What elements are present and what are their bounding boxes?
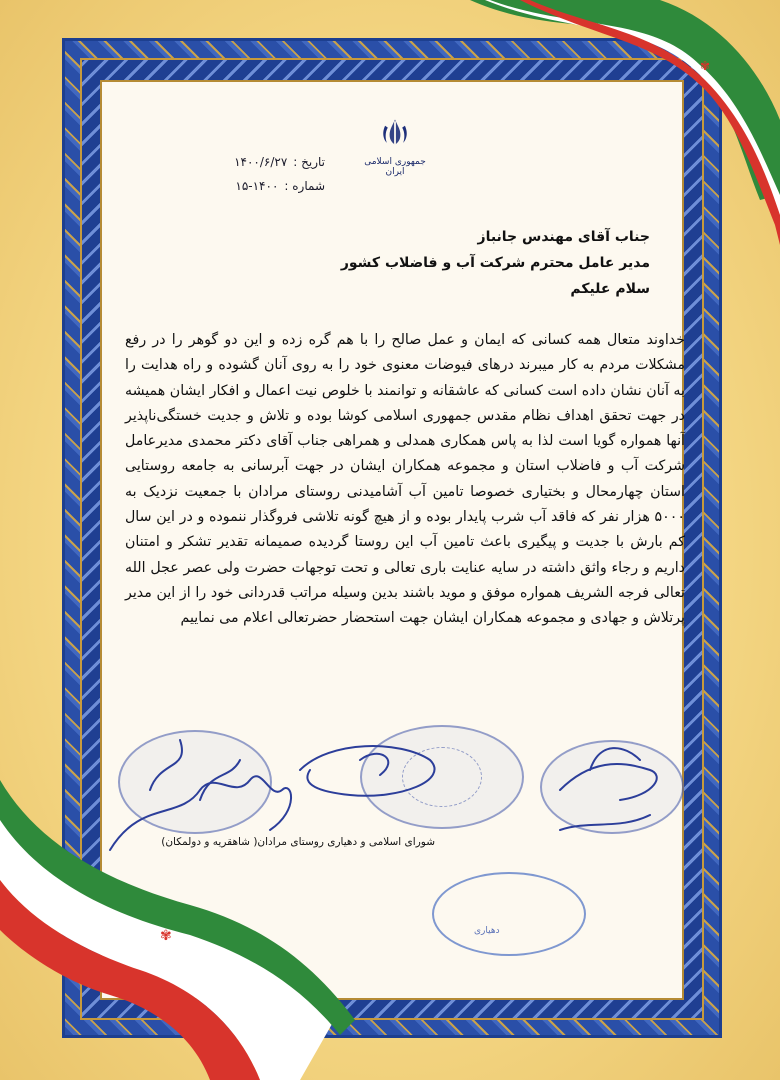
- flag-ribbon-bottom-left: [0, 780, 355, 1080]
- dehyari-stamp-label: دهیاری: [474, 926, 500, 936]
- letterhead-text: جمهوری اسلامی ایران: [364, 157, 426, 177]
- date-label: تاریخ :: [293, 155, 325, 169]
- signature-caption: شورای اسلامی و دهیاری روستای مرادان( شاهقریه و دولمکان): [161, 836, 435, 848]
- number-label: شماره :: [284, 179, 325, 193]
- addressee-title: مدیر عامل محترم شرکت آب و فاضلاب کشور: [340, 255, 650, 271]
- greeting: سلام علیکم: [570, 281, 650, 297]
- flag-emblem-icon-bottom: ✾: [160, 928, 172, 944]
- letter-body: خداوند متعال همه کسانی که ایمان و عمل صالح را با هم گره زده و این دو گوهر را در رفع مشکلات مردم به کار میبرند درهای فیوضات معنوی خود را به روی آنان گشوده و راه هدایت را به آنان نشان داده است کسانی که عاشقانه و توانمند با خلوص نیت اعمال و افکار ایشان همیشه در جهت تحقق اهداف نظام مقدس جمهوری اسلامی کوشا بوده و تلاش و جدیت خستگی‌ناپذیر آنها همواره گویا است لذا به پاس همکاری همدلی و همراهی جناب آقای دکتر محمدی مدیرعامل شرکت آب و فاضلاب استان و مجموعه همکاران ایشان در جهت آبرسانی به جامعه روستایی استان چهارمحال و بختیاری خصوصا تامین آب آشامیدنی روستای مرادان با جمعیت نزدیک به ۵۰۰۰ هزار نفر که فاقد آب شرب پایدار بوده و از هیچ گونه تلاشی فروگذار ننموده و در این سال کم بارش با جدیت و پیگیری باعث تامین آب این روستا گردیده صمیمانه تقدیر تشکر و امتنان داریم و رجاء واثق داشته در سایه عنایت باری تعالی و تحت توجهات حضرت ولی عصر عجل الله تعالی فرجه الشریف همواره موفق و موید باشند بدین وسیله مراتب قدردانی خود را از این مدیر پرتلاش و جهادی و مجموعه همکاران ایشان جهت استحضار حضرتعالی اعلام می نماییم: [125, 332, 685, 627]
- flag-emblem-icon-top: ✾: [700, 59, 711, 73]
- date-value: ۱۴۰۰/۶/۲۷: [234, 155, 288, 169]
- addressee-name: جناب آقای مهندس جانباز: [477, 229, 650, 245]
- number-value: ۱۵-۱۴۰۰: [235, 179, 279, 193]
- flag-ribbon-top-right: [470, 0, 780, 245]
